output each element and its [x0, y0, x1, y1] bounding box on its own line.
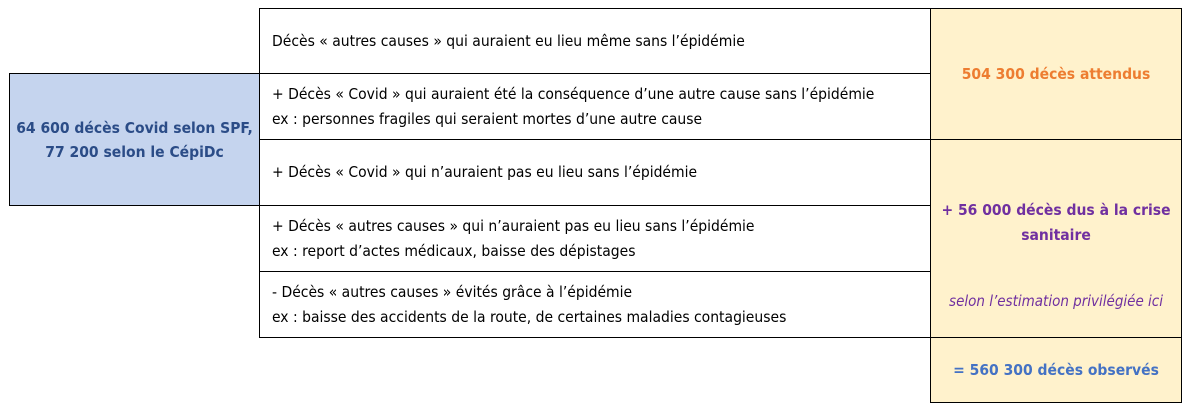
row-autres-causes-sans-epidemie [259, 205, 931, 272]
expected-deaths-box [930, 8, 1182, 140]
row-text: + Décès « Covid » qui auraient été la conséquence d’une autre cause sans l’épidémie [272, 84, 875, 103]
expected-deaths-label: 504 300 décès attendus [961, 65, 1151, 83]
covid-deaths-line-2: 77 200 selon le CépiDc [45, 142, 224, 161]
row-text: + Décès « autres causes » qui n’auraient pas eu lieu sans l’épidémie [272, 216, 755, 235]
row-text: + Décès « Covid » qui n’auraient pas eu lieu sans l’épidémie [272, 163, 698, 181]
row-text: - Décès « autres causes » évités grâce à l’épidémie [272, 282, 633, 301]
crisis-deaths-box [930, 139, 1182, 338]
observed-deaths-label: = 560 300 décès observés [953, 361, 1159, 379]
observed-deaths-box [930, 337, 1182, 403]
estimate-note: selon l’estimation privilégiée ici [949, 291, 1163, 310]
row-covid-sans-epidemie [259, 139, 931, 206]
crisis-deaths-line-1: + 56 000 décès dus à la crise [941, 200, 1171, 219]
row-deces-evites [259, 271, 931, 338]
row-example-text: ex : baisse des accidents de la route, de certaines maladies contagieuses [272, 307, 787, 326]
row-covid-autre-cause [259, 73, 931, 140]
covid-deaths-box [9, 73, 260, 206]
covid-deaths-line-1: 64 600 décès Covid selon SPF, [16, 118, 253, 137]
covid-deaths-text [16, 116, 253, 164]
row-autres-causes-meme-sans-epidemie [259, 8, 931, 74]
row-example-text: ex : personnes fragiles qui seraient mortes d’une autre cause [272, 109, 703, 128]
row-text: Décès « autres causes » qui auraient eu lieu même sans l’épidémie [272, 31, 745, 50]
row-example-text: ex : report d’actes médicaux, baisse des dépistages [272, 241, 636, 260]
crisis-deaths-line-2: sanitaire [1021, 225, 1091, 244]
